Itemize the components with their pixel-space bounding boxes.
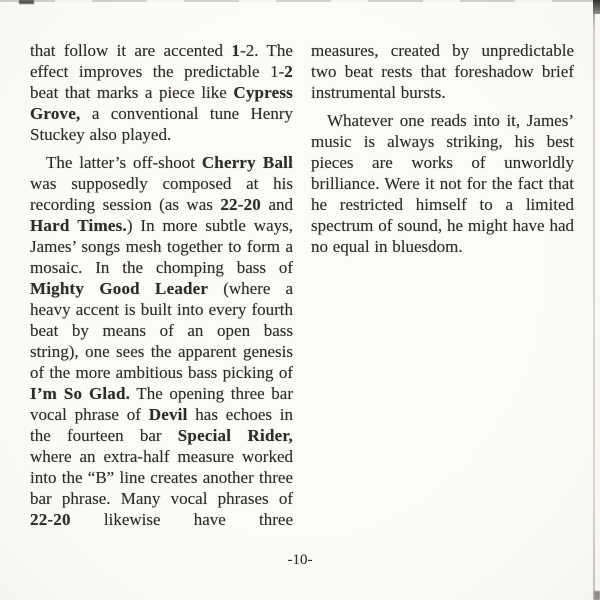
text-segment: The opening three bar vocal phrase of [30, 384, 293, 424]
right-column [311, 40, 574, 530]
scan-artifact-top-edge [0, 0, 600, 2]
paragraph [311, 110, 574, 257]
bold-segment: Hard Times. [30, 216, 127, 235]
text-segment: that follow it are accented [30, 41, 232, 60]
text-segment: Whatever one reads into it, James’ music is always striking, his best pieces are works of unworldly brilliance. Were it not for the fact that he restricted himself to a limited spectrum of sound, he might have had no equal in bluesdom. [311, 111, 574, 256]
bold-segment: 22-20 [220, 195, 261, 214]
bold-segment: 1 [231, 41, 241, 60]
paragraph [30, 40, 293, 145]
left-column [30, 40, 293, 530]
text-segment: (where a heavy accent is built into every fourth beat by means of an open bass string), one sees the apparent genesis of the more ambitious bass picking of [30, 279, 293, 382]
bold-segment: Mighty Good Leader [30, 279, 209, 298]
bold-segment: Cypress Grove, [30, 83, 293, 123]
paragraph [30, 152, 293, 530]
text-segment: has echoes in the fourteen bar [30, 405, 294, 445]
scan-artifact-page-edge-line [593, 0, 595, 600]
page-number: -10- [287, 552, 313, 568]
bold-segment: I’m So Glad. [30, 384, 131, 403]
scan-artifact-top-right-corner [593, 0, 600, 14]
text-segment: -2. The effect improves the predictable 1- [30, 41, 293, 81]
text-segment: where an extra-half measure worked into the “B” line creates another three bar phrase. Many vocal phrases of [30, 447, 293, 508]
text-segment: measures, created by unpredictable two beat rests that foreshadow brief instrumental bursts. [311, 41, 574, 102]
paragraph [311, 40, 574, 103]
scan-artifact-bottom-right-corner [594, 591, 600, 600]
text-segment: and [261, 195, 293, 214]
text-columns [30, 40, 574, 530]
text-segment: ) In more subtle ways, James’ songs mesh together to form a mosaic. In the chomping bass of [30, 216, 293, 277]
bold-segment: Special Rider, [177, 426, 293, 445]
text-segment: a conventional tune Henry Stuckey also played. [30, 104, 293, 144]
text-segment: likewise have three [70, 510, 293, 529]
bold-segment: Cherry Ball [201, 153, 293, 172]
scan-artifact-top-left-mark [19, 0, 34, 4]
text-segment: The latter’s off-shoot [46, 153, 202, 172]
bold-segment: 2 [284, 62, 293, 81]
bold-segment: 22-20 [30, 510, 71, 529]
text-segment: was supposedly composed at his recording session (as was [30, 174, 293, 214]
bold-segment: Devil [148, 405, 188, 424]
text-segment: beat that marks a piece like [30, 83, 234, 102]
